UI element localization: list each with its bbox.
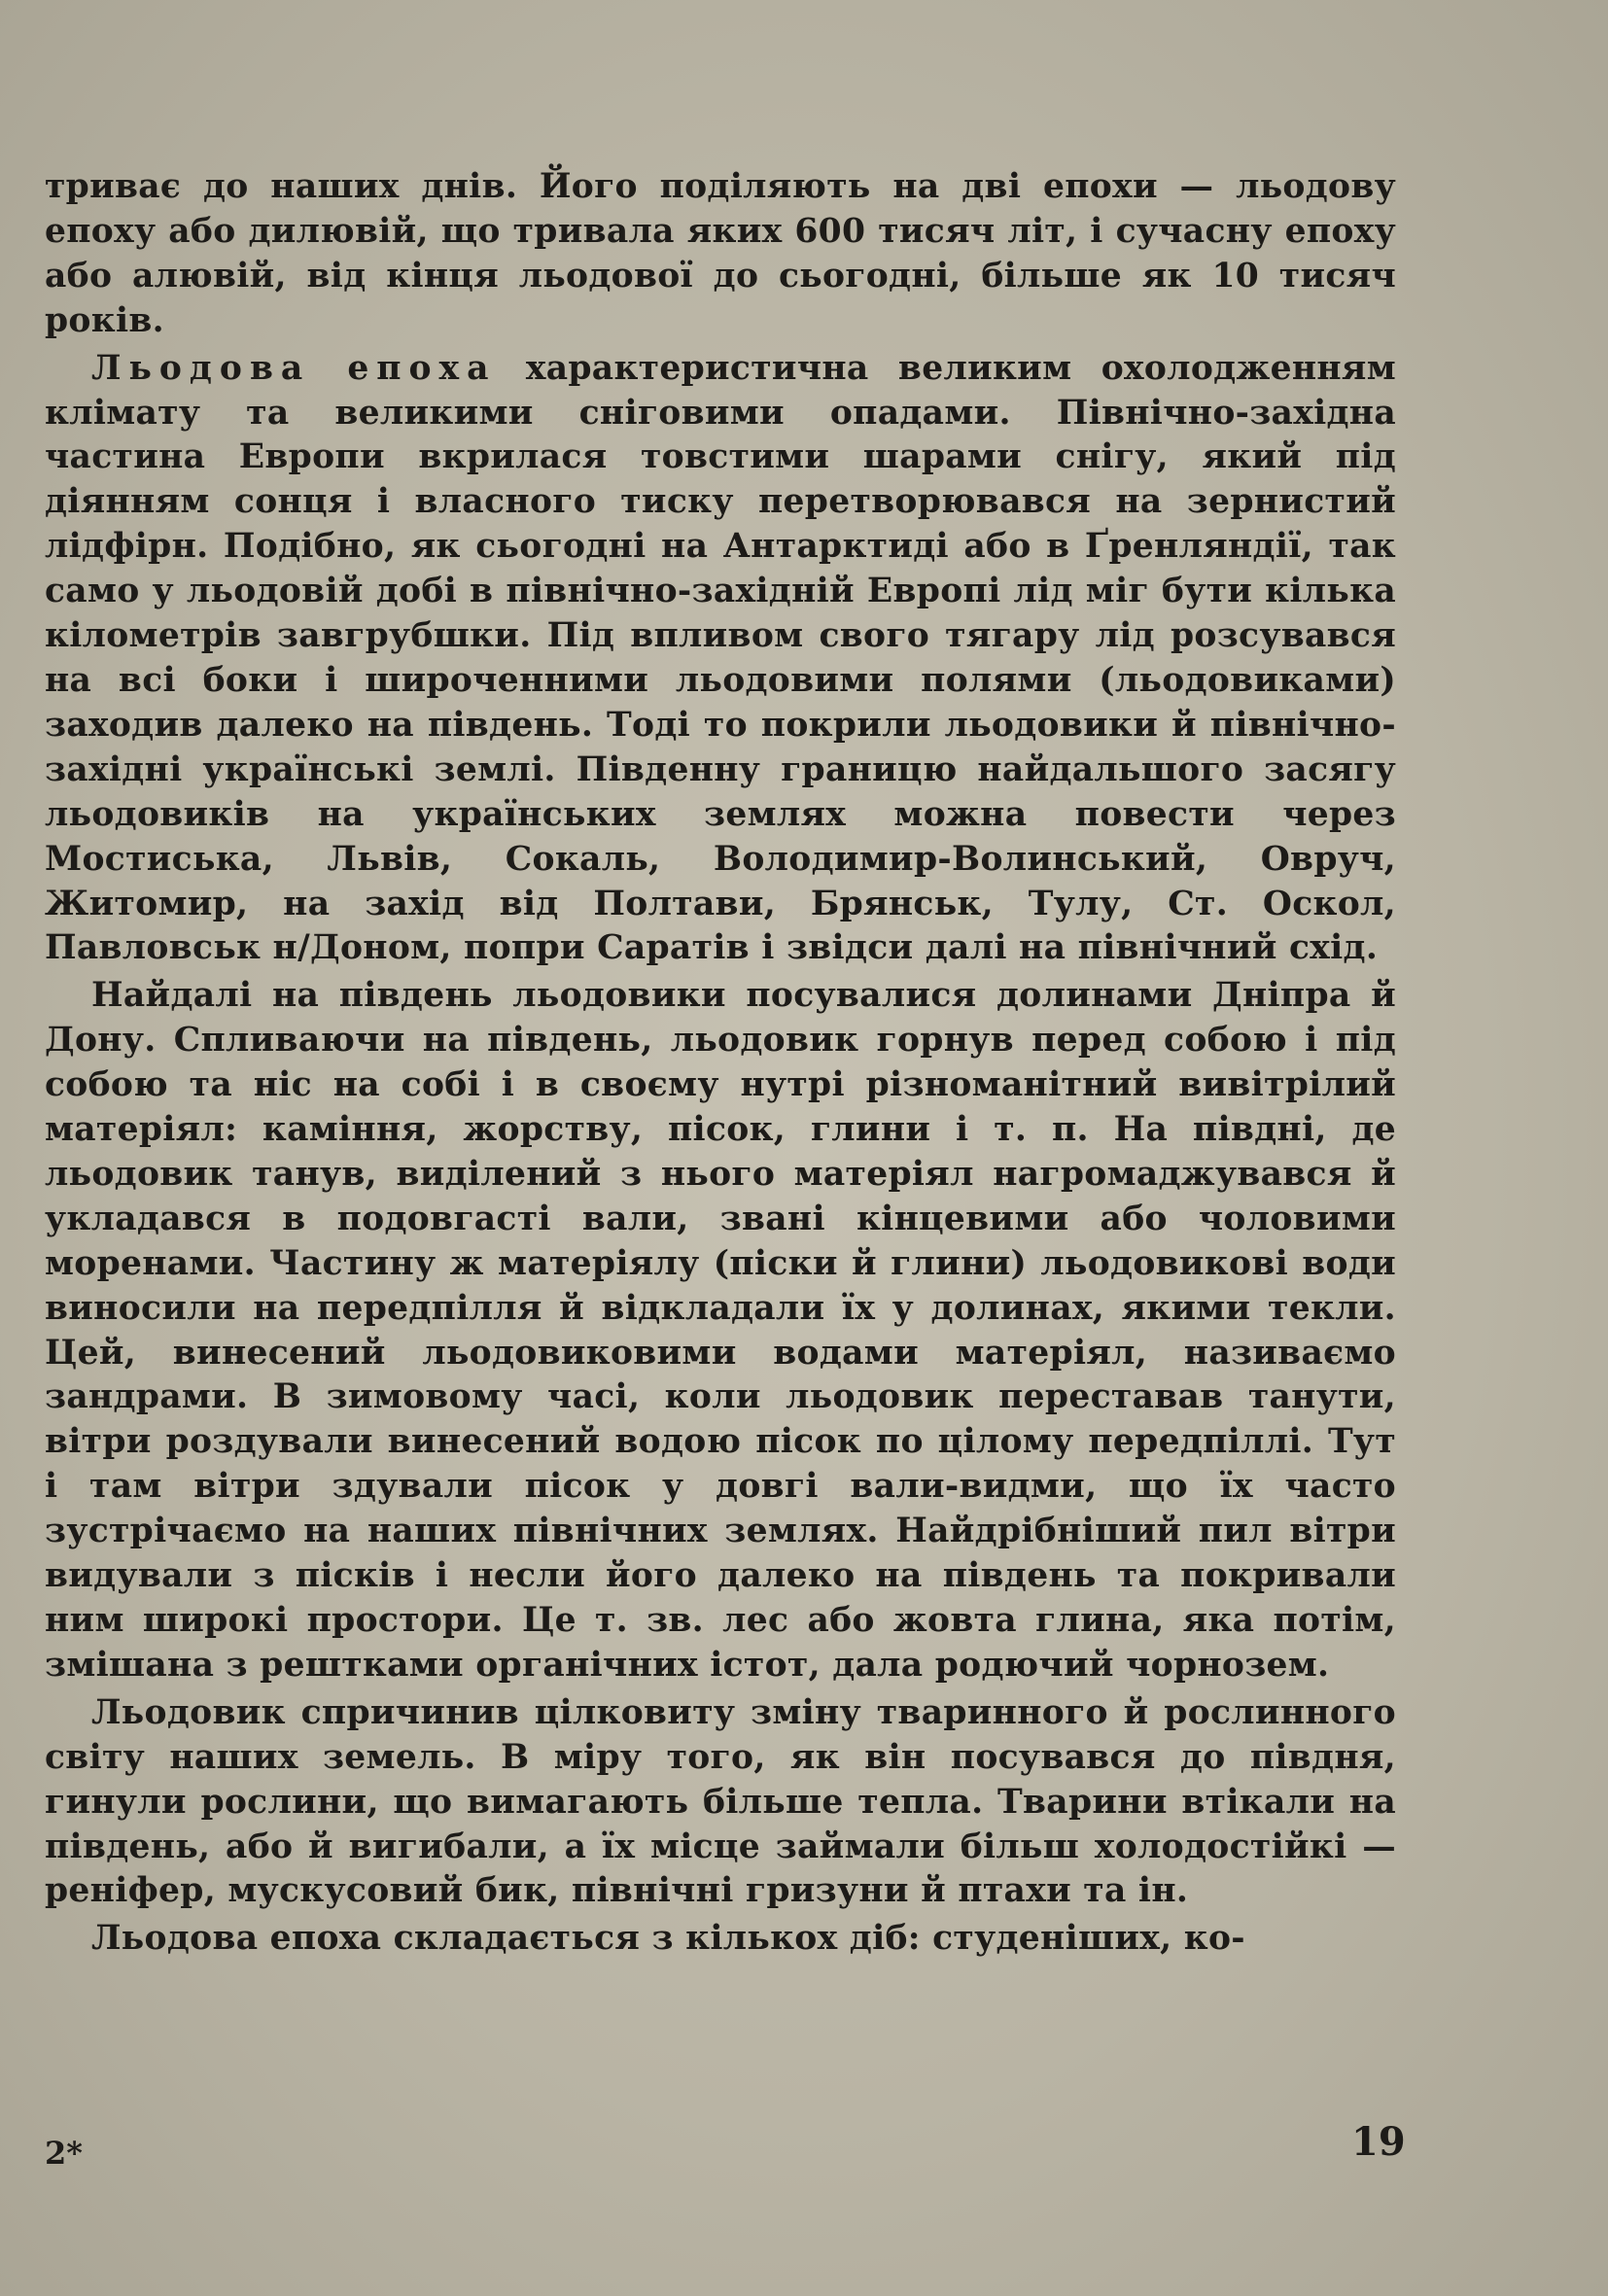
page-body-text xyxy=(45,165,1396,1962)
page-number: 19 xyxy=(1351,2119,1406,2165)
paragraph-5-text: Льодова епоха складається з кількох діб: студеніших, ко- xyxy=(91,1919,1245,1959)
paragraph-3 xyxy=(45,974,1396,1688)
paragraph-4 xyxy=(45,1691,1396,1915)
paragraph-4-text: Льодовик спричинив цілковиту зміну тваринного й рослинного світу наших земель. В міру того, як він посувався до півдня, гинули рослини, що вимагають більше тепла. Тварини втікали на південь, або й вигибали, а їх місце займали більш холодостійкі — реніфер, мускусовий бик, північні гризуни й птахи та ін. xyxy=(45,1692,1396,1911)
paragraph-2 xyxy=(45,347,1396,972)
paragraph-5 xyxy=(45,1917,1396,1962)
paragraph-2-text: характеристична великим охолодженням клімату та великими сніговими опадами. Північно-західна частина Европи вкрилася товстими шарами снігу, який під діянням сонця і власного тиску перетворювався на зернистий лідфірн. Подібно, як сьогодні на Антарктиді або в Ґренляндії, так само у льодовій добі в північно-західній Европі лід міг бути кілька кілометрів завгрубшки. Під впливом свого тягару лід розсувався на всі боки і широченними льодовими полями (льодовиками) заходив далеко на південь. Тоді то покрили льодовики й північно-західні українські землі. Південну границю найдальшого засягу льодовиків на українських землях можна повести через Мостиська, Львів, Сокаль, Володимир-Волинський, Овруч, Житомир, на захід від Полтави, Брянськ, Тулу, Ст. Оскол, Павловськ н/Доном, попри Саратів і звідси далі на північний схід. xyxy=(45,348,1396,968)
signature-mark: 2* xyxy=(45,2135,83,2172)
paragraph-3-text: Найдалі на південь льодовики посувалися долинами Дніпра й Дону. Спливаючи на південь, льодовик горнув перед собою і під собою та ніс на собі і в своєму нутрі різноманітний вивітрілий матеріял: каміння, жорству, пісок, глини і т. п. На півдні, де льодовик танув, виділений з нього матеріял нагромаджувався й укладався в подовгасті вали, звані кінцевими або чоловими моренами. Частину ж матеріялу (піски й глини) льодовикові води виносили на передпілля й відкладали їх у долинах, якими текли. Цей, винесений льодовиковими водами матеріял, називаємо зандрами. В зимовому часі, коли льодовик переставав танути, вітри роздували винесений водою пісок по цілому передпіллі. Тут і там вітри здували пісок у довгі вали-видми, що їх часто зустрічаємо на наших північних землях. Найдрібніший пил вітри видували з пісків і несли його далеко на південь та покривали ним широкі простори. Це т. зв. лес або жовта глина, яка потім, змішана з рештками органічних істот, дала родючий чорнозем. xyxy=(45,976,1396,1685)
paragraph-1 xyxy=(45,165,1396,344)
paragraph-1-text: триває до наших днів. Його поділяють на дві епохи — льодову епоху або дилювій, що тривала яких 600 тисяч літ, і сучасну епоху або алювій, від кінця льодової до сьогодні, більше як 10 тисяч років. xyxy=(45,167,1396,340)
paragraph-2-lead: Льодова епоха xyxy=(91,348,497,388)
